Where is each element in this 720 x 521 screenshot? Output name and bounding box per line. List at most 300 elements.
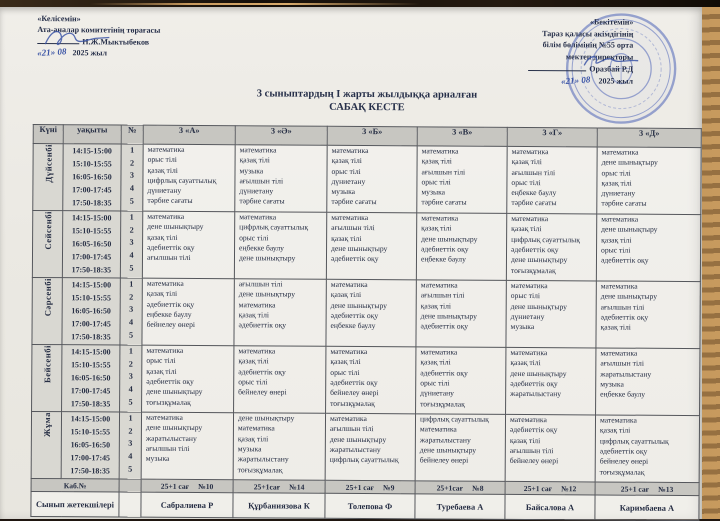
lesson-number: 5 bbox=[129, 196, 134, 206]
hours-cell bbox=[233, 480, 325, 494]
subject-name: әдебиеттік оқу bbox=[599, 446, 648, 456]
agreement-date-handwritten: «21» 08 bbox=[36, 46, 67, 59]
subject-name: бейнелеу өнері bbox=[146, 319, 196, 330]
subject-name: дүниетану bbox=[510, 311, 545, 322]
column-header: № bbox=[121, 125, 143, 144]
subject-name: музыка bbox=[600, 379, 624, 389]
subject-cell bbox=[234, 279, 326, 347]
subject-cell bbox=[416, 280, 506, 348]
subject-name: тәрбие сағаты bbox=[421, 197, 467, 208]
agreement-block bbox=[37, 13, 160, 59]
signature-line bbox=[528, 62, 586, 71]
subject-name: еңбекке баулу bbox=[511, 188, 557, 198]
cab-number: №12 bbox=[561, 483, 577, 493]
subject-name: дене шынықтыру bbox=[329, 434, 387, 444]
time-slot: 17:50-18:35 bbox=[70, 399, 111, 409]
lesson-number-cell bbox=[120, 211, 142, 278]
subject-name: математика bbox=[511, 213, 549, 224]
day-label: Сәрсенбі bbox=[42, 278, 53, 317]
subject-cell bbox=[596, 281, 700, 349]
approval-name: Оразбай Р.Д bbox=[589, 64, 634, 74]
subject-name: қазақ тілі bbox=[511, 157, 542, 167]
subject-name: математика bbox=[238, 346, 276, 356]
lesson-number: 5 bbox=[128, 397, 133, 407]
subject-name: цифрлық сауаттылық bbox=[147, 175, 217, 186]
subject-cell bbox=[595, 415, 699, 483]
teacher-name-cell: Байсалова А bbox=[505, 494, 595, 520]
subject-name: математика bbox=[599, 415, 637, 425]
subject-name: дене шынықтыру bbox=[601, 157, 658, 168]
subject-name: математика bbox=[510, 280, 548, 291]
subject-name: ағылшын тілі bbox=[420, 290, 465, 300]
subject-name: тәрбие сағаты bbox=[511, 198, 557, 208]
column-header: 3 «Д» bbox=[597, 128, 701, 148]
subject-name: математика bbox=[238, 299, 276, 310]
approval-block bbox=[403, 15, 633, 86]
subject-name: математика bbox=[509, 414, 547, 425]
teachers-row-label: Сынып жетекшілері bbox=[31, 492, 119, 518]
hours-value: 25+1сағ bbox=[253, 481, 281, 492]
subject-name: қазақ тілі bbox=[420, 357, 451, 367]
subject-name: математика bbox=[420, 347, 458, 357]
subject-name: математика bbox=[600, 348, 638, 358]
time-slot: 16:05-16:50 bbox=[71, 306, 111, 316]
column-header: 3 «В» bbox=[417, 127, 507, 147]
subject-name: дене шынықтыру bbox=[600, 291, 658, 302]
subject-name: жаратылыстану bbox=[510, 389, 562, 399]
subject-name: дене шынықтыру bbox=[237, 413, 295, 423]
day-label-cell bbox=[33, 144, 63, 211]
subject-name: дене шынықтыру bbox=[421, 233, 478, 244]
subject-name: әдебиеттік оқу bbox=[330, 310, 379, 321]
subject-name: музыка bbox=[237, 444, 262, 454]
subject-name: қазақ тілі bbox=[238, 356, 269, 366]
subject-name: әдебиеттік оқу bbox=[421, 244, 469, 254]
subject-name: ағылшын тілі bbox=[146, 252, 191, 263]
subject-name: қазақ тілі bbox=[421, 156, 452, 166]
agreement-title: «Келісемін» bbox=[37, 14, 81, 24]
subject-cell bbox=[234, 212, 326, 280]
lesson-number: 1 bbox=[130, 145, 135, 155]
subject-name: әдебиеттік оқу bbox=[510, 378, 558, 389]
subject-name: ағылшын тілі bbox=[511, 167, 556, 177]
agreement-subtitle: Ата-аналар комитетінің төрағасы bbox=[37, 25, 161, 35]
lesson-number: 4 bbox=[129, 250, 134, 260]
subject-cell bbox=[142, 211, 234, 279]
subject-name: орыс тілі bbox=[601, 245, 631, 255]
cab-number: №13 bbox=[658, 484, 674, 494]
day-label-cell bbox=[32, 278, 62, 345]
cab-number: №8 bbox=[472, 483, 484, 493]
column-header: уақыты bbox=[63, 125, 121, 144]
subject-name: цифрлық сауаттылық bbox=[599, 436, 669, 446]
subject-name: еңбекке баулу bbox=[239, 243, 285, 253]
subject-name: қазақ тілі bbox=[599, 425, 631, 436]
day-label: Дүйсенбі bbox=[42, 144, 54, 183]
subject-name: цифрлық сауаттылық bbox=[511, 234, 581, 244]
subject-name: дене шынықтыру bbox=[601, 224, 658, 235]
subject-name: математика bbox=[421, 146, 459, 156]
subject-name: әдебиеттік оқу bbox=[238, 366, 286, 377]
subject-name: қазақ тілі bbox=[420, 300, 452, 311]
subject-cell bbox=[326, 346, 416, 414]
subject-name: орыс тілі bbox=[420, 378, 450, 388]
subject-name: математика bbox=[329, 413, 367, 424]
subject-cell bbox=[142, 345, 234, 413]
subject-name: тәрбие сағаты bbox=[239, 196, 285, 207]
lesson-number-cell bbox=[120, 345, 142, 412]
subject-name: әдебиеттік оқу bbox=[147, 242, 195, 252]
subject-name: бейнелеу өнері bbox=[509, 456, 559, 466]
column-header: 3 «Г» bbox=[507, 127, 597, 147]
cab-number: №14 bbox=[289, 482, 305, 492]
teachers-row bbox=[31, 492, 699, 521]
subject-name: дене шынықтыру bbox=[420, 311, 477, 321]
subject-cell bbox=[327, 145, 417, 213]
subject-name: әдебиеттік оқу bbox=[420, 368, 468, 378]
subject-name: музыка bbox=[239, 165, 264, 176]
subject-cell bbox=[596, 348, 700, 416]
day-row bbox=[32, 278, 700, 349]
column-header: 3 «А» bbox=[143, 125, 235, 145]
subject-name: орыс тілі bbox=[238, 377, 268, 387]
lesson-number: 3 bbox=[128, 439, 133, 449]
subject-name: қазақ тілі bbox=[600, 322, 631, 332]
subject-name: ағылшын тілі bbox=[421, 166, 466, 177]
subject-name: ағылшын тілі bbox=[329, 424, 374, 434]
subject-name: қазақ тілі bbox=[601, 178, 632, 188]
cab-row-empty bbox=[119, 479, 141, 492]
time-slot: 17:00-17:45 bbox=[70, 386, 111, 396]
day-label: Бейсенбі bbox=[41, 345, 52, 383]
subject-name: орыс тілі bbox=[510, 291, 541, 301]
time-slot: 17:50-18:35 bbox=[70, 466, 110, 476]
subject-name: орыс тілі bbox=[331, 166, 361, 176]
subject-name: әдебиеттік оқу bbox=[146, 376, 194, 386]
hours-value: 25+1 сағ bbox=[620, 484, 650, 494]
subject-name: музыка bbox=[421, 187, 446, 197]
time-cell bbox=[61, 412, 119, 479]
signature-line bbox=[37, 35, 79, 44]
subject-name: математика bbox=[600, 281, 638, 291]
time-slot: 16:05-16:50 bbox=[72, 172, 112, 182]
hours-cell bbox=[415, 481, 505, 495]
subject-name: қазақ тілі bbox=[239, 155, 270, 165]
time-slot: 16:05-16:50 bbox=[71, 239, 112, 249]
subject-name: дене шынықтыру bbox=[330, 300, 388, 310]
lesson-number: 5 bbox=[129, 263, 134, 273]
subject-name: әдебиеттік оқу bbox=[600, 255, 649, 265]
subject-name: жаратылыстану bbox=[600, 369, 652, 379]
subject-name: әдебиеттік оқу bbox=[330, 254, 379, 264]
subject-name: тоғызқұмалақ bbox=[510, 265, 556, 275]
subject-name: тоғызқұмалақ bbox=[420, 398, 465, 409]
lesson-number: 3 bbox=[129, 305, 134, 315]
subject-name: математика bbox=[419, 424, 457, 434]
lesson-number: 4 bbox=[128, 384, 133, 394]
subject-cell bbox=[416, 347, 506, 415]
subject-cell bbox=[417, 146, 507, 214]
subject-name: цифрлық сауаттылық bbox=[419, 414, 489, 424]
subject-name: ағылшын тілі bbox=[509, 445, 554, 456]
column-header: Күні bbox=[33, 125, 63, 144]
subject-name: музыка bbox=[145, 453, 170, 464]
approval-line3: мектеп директоры bbox=[565, 51, 634, 62]
time-slot: 17:50-18:35 bbox=[71, 332, 111, 342]
subject-name: жаратылыстану bbox=[419, 435, 471, 445]
subject-name: цифрлық сауаттылық bbox=[239, 222, 309, 232]
lesson-number: 1 bbox=[129, 212, 134, 222]
subject-cell bbox=[507, 146, 597, 214]
schedule-table bbox=[30, 124, 701, 521]
subject-name: музыка bbox=[510, 322, 535, 332]
subject-name: қазақ тілі bbox=[147, 232, 178, 242]
hours-value: 25+1 сағ bbox=[345, 482, 375, 492]
agreement-year: 2025 жыл bbox=[72, 48, 108, 58]
subject-name: тоғызқұмалақ bbox=[599, 467, 645, 477]
subject-name: математика bbox=[145, 412, 183, 422]
lesson-number: 2 bbox=[129, 225, 134, 235]
subject-name: дене шынықтыру bbox=[146, 386, 203, 397]
subject-name: математика bbox=[420, 280, 458, 290]
subject-name: орыс тілі bbox=[421, 177, 451, 187]
teachers-row-empty bbox=[119, 492, 141, 517]
day-row bbox=[33, 144, 701, 215]
column-header: 3 «Б» bbox=[327, 126, 417, 146]
subject-name: бейнелеу өнері bbox=[330, 388, 379, 398]
subject-name: қазақ тілі bbox=[146, 289, 178, 299]
subject-name: орыс тілі bbox=[147, 154, 177, 165]
subject-name: математика bbox=[239, 212, 277, 222]
lesson-number: 2 bbox=[128, 359, 133, 369]
subject-name: дене шынықтыру bbox=[331, 243, 388, 254]
subject-name: ағылшын тілі bbox=[239, 176, 284, 186]
subject-name: орыс тілі bbox=[511, 177, 541, 187]
teacher-name-cell: Туребаева А bbox=[415, 494, 505, 520]
subject-name: математика bbox=[147, 144, 185, 154]
hours-value: 25+1 сағ bbox=[160, 481, 190, 491]
lesson-number: 2 bbox=[129, 158, 135, 168]
hours-cell bbox=[595, 482, 699, 496]
lesson-number: 5 bbox=[128, 330, 134, 340]
cab-number: №9 bbox=[382, 482, 395, 492]
subject-cell bbox=[415, 414, 505, 482]
subject-name: дене шынықтыру bbox=[145, 423, 203, 433]
table-edge-shadow bbox=[0, 0, 720, 7]
subject-name: ағылшын тілі bbox=[238, 279, 283, 289]
subject-name: тоғызқұмалақ bbox=[146, 397, 191, 407]
hours-value: 25+1 сағ bbox=[523, 483, 553, 493]
subject-cell bbox=[506, 347, 596, 415]
subject-name: дүниетану bbox=[239, 186, 274, 196]
subject-cell bbox=[326, 212, 416, 280]
time-slot: 16:05-16:50 bbox=[70, 440, 111, 450]
schedule-subtitle: САБАҚ КЕСТЕ bbox=[329, 101, 405, 114]
time-slot: 14:15-15:00 bbox=[72, 145, 112, 155]
lesson-number-cell bbox=[120, 278, 142, 345]
subject-name: әдебиеттік оқу bbox=[509, 425, 558, 435]
time-slot: 17:00-17:45 bbox=[70, 453, 111, 463]
subject-name: дене шынықтыру bbox=[238, 289, 296, 299]
subject-name: дене шынықтыру bbox=[510, 301, 568, 311]
subject-cell bbox=[505, 414, 595, 482]
day-row bbox=[32, 345, 700, 416]
subject-cell bbox=[596, 214, 700, 282]
time-slot: 14:15-15:00 bbox=[71, 212, 112, 222]
subject-name: жаратылыстану bbox=[237, 454, 289, 464]
lesson-number: 3 bbox=[128, 372, 133, 382]
subject-name: қазақ тілі bbox=[330, 290, 362, 300]
hours-cell bbox=[141, 479, 233, 493]
time-cell bbox=[62, 278, 120, 345]
lesson-number: 4 bbox=[129, 183, 134, 193]
subject-name: дене шынықтыру bbox=[147, 222, 204, 232]
subject-cell bbox=[416, 213, 506, 281]
subject-cell bbox=[143, 144, 235, 212]
lesson-number: 1 bbox=[128, 346, 133, 356]
subject-name: орыс тілі bbox=[146, 356, 176, 366]
subject-name: дене шынықтыру bbox=[419, 445, 477, 455]
subject-name: қазақ тілі bbox=[509, 435, 541, 445]
day-row bbox=[32, 211, 700, 282]
agreement-name: Н.Ж.Мыктыбеков bbox=[82, 37, 150, 47]
subject-name: еңбекке баулу bbox=[330, 321, 376, 331]
subject-name: математика bbox=[511, 146, 549, 157]
schedule-title-block bbox=[33, 86, 701, 116]
subject-name: әдебиеттік оқу bbox=[420, 321, 469, 331]
subject-name: орыс тілі bbox=[239, 232, 269, 243]
subject-name: математика bbox=[330, 279, 368, 290]
approval-line1: Тараз қаласы әкімдігінің bbox=[542, 28, 634, 39]
day-label-cell bbox=[32, 211, 62, 278]
time-slot: 17:50-18:35 bbox=[71, 265, 112, 275]
day-row bbox=[31, 412, 699, 483]
subject-cell bbox=[141, 412, 233, 480]
time-slot: 16:05-16:50 bbox=[70, 373, 111, 383]
subject-name: еңбекке баулу bbox=[600, 389, 646, 399]
subject-name: тәрбие сағаты bbox=[601, 198, 647, 209]
subject-name: қазақ тілі bbox=[237, 433, 269, 444]
subject-name: тоғызқұмалақ bbox=[330, 398, 375, 408]
teacher-name-cell: Каримбаева А bbox=[595, 495, 699, 521]
subject-name: қазақ тілі bbox=[147, 165, 178, 175]
day-label: Сейсенбі bbox=[42, 211, 53, 250]
lesson-number: 1 bbox=[128, 413, 133, 423]
teacher-name-cell: Құрбаниязова К bbox=[233, 493, 325, 519]
time-slot: 17:00-17:45 bbox=[71, 319, 111, 329]
subject-name: ағылшын тілі bbox=[145, 443, 190, 453]
time-slot: 15:10-15:55 bbox=[71, 359, 111, 370]
subject-name: еңбекке баулу bbox=[420, 254, 466, 264]
subject-name: әдебиеттік оқу bbox=[511, 244, 559, 255]
subject-name: еңбекке баулу bbox=[146, 309, 192, 319]
subject-name: дүниетану bbox=[420, 388, 455, 398]
cab-row-label: Каб.№ bbox=[31, 479, 119, 493]
day-label-cell bbox=[31, 412, 61, 479]
hours-value: 25+1сағ bbox=[436, 483, 464, 493]
lesson-number-cell bbox=[119, 412, 141, 479]
approval-year: 2025 жыл bbox=[598, 75, 634, 86]
hours-cell bbox=[505, 481, 595, 495]
agreement-date-line bbox=[37, 47, 160, 59]
time-slot: 15:10-15:55 bbox=[70, 427, 111, 437]
subject-name: бейнелеу өнері bbox=[238, 387, 287, 397]
subject-name: жаратылыстану bbox=[329, 444, 381, 455]
subject-name: дене шынықтыру bbox=[510, 368, 567, 378]
lesson-number: 4 bbox=[129, 317, 134, 327]
day-label: Жұма bbox=[41, 412, 52, 438]
subject-name: ағылшын тілі bbox=[600, 358, 645, 369]
subject-name: қазақ тілі bbox=[331, 233, 362, 243]
subject-name: математика bbox=[331, 145, 369, 156]
subject-name: бейнелеу өнері bbox=[599, 456, 649, 467]
time-slot: 15:10-15:55 bbox=[72, 158, 112, 169]
subject-name: математика bbox=[510, 347, 548, 358]
time-cell bbox=[62, 345, 120, 412]
teacher-name-cell: Толепова Ф bbox=[325, 493, 415, 519]
subject-name: дене шынықтыру bbox=[238, 253, 296, 263]
subject-name: математика bbox=[331, 212, 369, 223]
subject-cell bbox=[142, 278, 234, 346]
subject-name: тоғызқұмалақ bbox=[237, 464, 283, 475]
schedule-title: 3 сыныптардың I жарты жылдыққа арналған bbox=[256, 88, 478, 101]
subject-name: ағылшын тілі bbox=[600, 302, 645, 312]
lesson-number: 1 bbox=[129, 279, 134, 289]
subject-name: қазақ тілі bbox=[421, 223, 452, 233]
lesson-number: 5 bbox=[128, 464, 133, 474]
time-slot: 17:00-17:45 bbox=[71, 252, 112, 262]
subject-cell bbox=[234, 346, 326, 414]
lesson-number: 4 bbox=[128, 451, 133, 461]
subject-name: математика bbox=[601, 147, 639, 157]
subject-cell bbox=[326, 279, 416, 347]
subject-name: ағылшын тілі bbox=[331, 223, 375, 233]
day-label-cell bbox=[32, 345, 62, 412]
time-cell bbox=[62, 211, 120, 278]
lesson-number: 3 bbox=[129, 170, 135, 181]
time-slot: 14:15-15:00 bbox=[70, 413, 111, 424]
subject-name: математика bbox=[237, 423, 275, 433]
approval-title: «Бекітемін» bbox=[589, 17, 634, 27]
subject-name: қазақ тілі bbox=[146, 366, 177, 376]
lesson-number: 3 bbox=[129, 238, 134, 248]
subject-name: математика bbox=[147, 211, 185, 221]
subject-name: қазақ тілі bbox=[510, 358, 541, 368]
subject-name: әдебиеттік оқу bbox=[146, 299, 195, 309]
document-paper bbox=[0, 6, 702, 519]
subject-name: әдебиеттік оқу bbox=[238, 320, 287, 330]
subject-name: әдебиеттік оқу bbox=[330, 377, 378, 388]
subject-name: қазақ тілі bbox=[331, 156, 362, 166]
time-slot: 14:15-15:00 bbox=[71, 279, 112, 290]
subject-name: математика bbox=[601, 214, 639, 224]
subject-name: математика bbox=[330, 346, 368, 357]
subject-name: қазақ тілі bbox=[511, 224, 542, 234]
column-header: 3 «Ә» bbox=[235, 126, 327, 146]
time-slot: 14:15-15:00 bbox=[71, 346, 111, 357]
subject-name: әдебиеттік оқу bbox=[600, 312, 649, 322]
lesson-number-cell bbox=[121, 144, 143, 211]
time-slot: 15:10-15:55 bbox=[71, 292, 111, 303]
time-slot: 15:10-15:55 bbox=[71, 225, 112, 236]
subject-name: дене шынықтыру bbox=[510, 255, 568, 265]
subject-name: орыс тілі bbox=[330, 367, 360, 377]
subject-cell bbox=[597, 147, 701, 215]
subject-name: тәрбие сағаты bbox=[331, 197, 377, 207]
document-content bbox=[0, 4, 704, 521]
subject-name: орыс тілі bbox=[601, 168, 631, 178]
subject-name: қазақ тілі bbox=[330, 357, 361, 367]
